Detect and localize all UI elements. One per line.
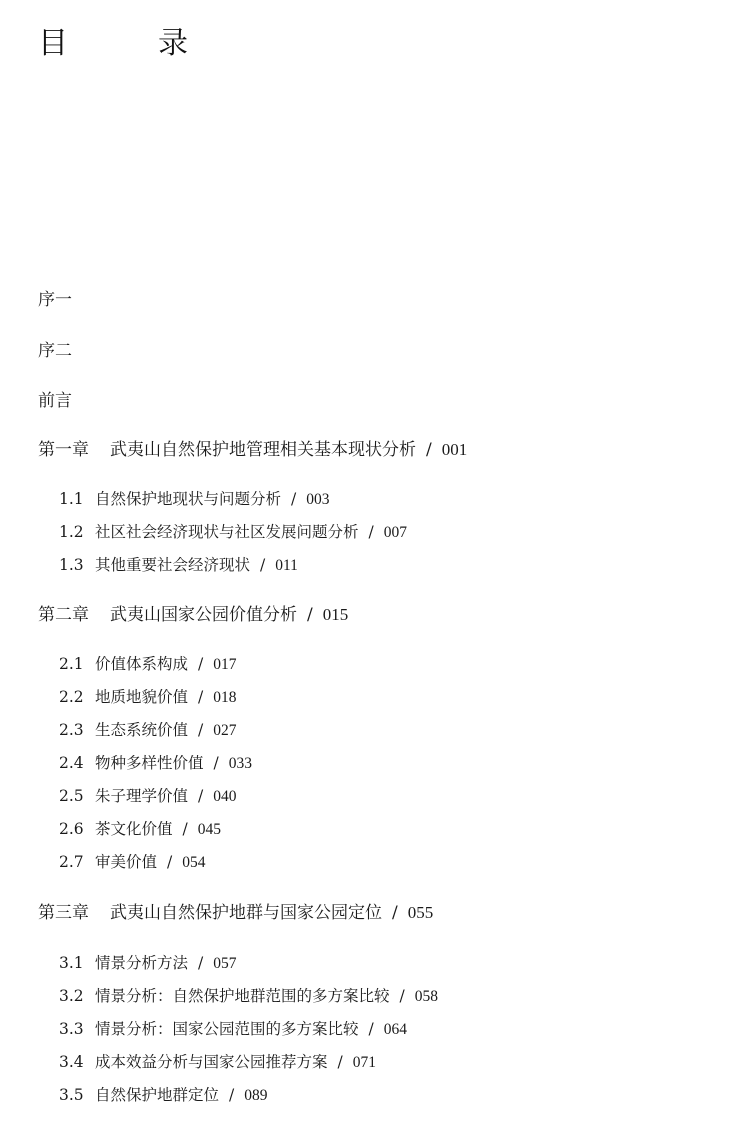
section-number: 2.2 — [59, 688, 84, 706]
section-number: 2.1 — [59, 655, 84, 673]
toc-entry-preface-1[interactable] — [38, 289, 72, 311]
page-separator: / — [182, 820, 188, 838]
toc-section-2-1[interactable] — [59, 653, 237, 676]
page-number: 058 — [414, 988, 438, 1005]
section-title: 情景分析：国家公园范围的多方案比较 — [95, 1020, 359, 1038]
section-number: 2.7 — [59, 853, 84, 871]
toc-section-1-1[interactable] — [59, 488, 330, 511]
section-number: 1.1 — [59, 490, 84, 508]
page-number: 064 — [383, 1021, 407, 1038]
page-separator: / — [399, 987, 405, 1005]
section-title: 自然保护地现状与问题分析 — [95, 490, 282, 508]
toc-chapter-2[interactable] — [38, 604, 348, 626]
page-separator: / — [392, 903, 398, 923]
page-separator: / — [198, 655, 204, 673]
page-number: 015 — [322, 605, 349, 624]
section-number: 3.1 — [59, 954, 84, 972]
chapter-title: 武夷山国家公园价值分析 — [110, 605, 297, 625]
toc-entry-preface-2[interactable] — [38, 340, 72, 362]
toc-section-3-1[interactable] — [59, 952, 237, 975]
section-number: 2.4 — [59, 754, 84, 772]
toc-section-3-3[interactable] — [59, 1018, 407, 1041]
section-title: 地质地貌价值 — [95, 688, 189, 706]
toc-entry-label: 序一 — [38, 290, 72, 310]
section-title: 物种多样性价值 — [95, 754, 204, 772]
section-title: 其他重要社会经济现状 — [95, 556, 251, 574]
section-number: 1.2 — [59, 523, 84, 541]
section-title: 生态系统价值 — [95, 721, 189, 739]
section-title: 茶文化价值 — [95, 820, 173, 838]
page-number: 011 — [275, 557, 298, 574]
section-title: 成本效益分析与国家公园推荐方案 — [95, 1053, 328, 1071]
chapter-number: 第一章 — [38, 440, 89, 460]
page-number: 057 — [213, 955, 237, 972]
toc-chapter-1[interactable] — [38, 439, 467, 461]
chapter-title: 武夷山自然保护地管理相关基本现状分析 — [110, 440, 416, 460]
toc-section-2-7[interactable] — [59, 851, 206, 874]
page-number: 018 — [213, 689, 237, 706]
section-number: 3.4 — [59, 1053, 84, 1071]
section-number: 3.2 — [59, 987, 84, 1005]
page-number: 033 — [228, 755, 252, 772]
toc-entry-label: 序二 — [38, 341, 72, 361]
page-separator: / — [307, 605, 313, 625]
section-title: 情景分析：自然保护地群范围的多方案比较 — [95, 987, 390, 1005]
toc-section-3-5[interactable] — [59, 1084, 268, 1107]
page-separator: / — [260, 556, 266, 574]
page-separator: / — [198, 954, 204, 972]
section-title: 朱子理学价值 — [95, 787, 189, 805]
page-separator: / — [198, 787, 204, 805]
toc-entry-foreword[interactable] — [38, 390, 72, 412]
page-number: 040 — [213, 788, 237, 805]
section-number: 2.6 — [59, 820, 84, 838]
toc-chapter-3[interactable] — [38, 902, 433, 924]
toc-section-2-5[interactable] — [59, 785, 237, 808]
page-number: 003 — [306, 491, 330, 508]
section-number: 2.5 — [59, 787, 84, 805]
page-separator: / — [229, 1086, 235, 1104]
page-separator: / — [167, 853, 173, 871]
page-number: 071 — [352, 1054, 376, 1071]
page-separator: / — [291, 490, 297, 508]
section-title: 社区社会经济现状与社区发展问题分析 — [95, 523, 359, 541]
toc-section-3-4[interactable] — [59, 1051, 376, 1074]
section-title: 情景分析方法 — [95, 954, 189, 972]
page-separator: / — [213, 754, 219, 772]
toc-section-2-3[interactable] — [59, 719, 237, 742]
section-number: 2.3 — [59, 721, 84, 739]
page-number: 055 — [407, 903, 434, 922]
page-separator: / — [368, 1020, 374, 1038]
page-separator: / — [426, 440, 432, 460]
page-separator: / — [198, 721, 204, 739]
section-title: 价值体系构成 — [95, 655, 189, 673]
section-number: 3.3 — [59, 1020, 84, 1038]
page-separator: / — [337, 1053, 343, 1071]
toc-section-2-6[interactable] — [59, 818, 221, 841]
toc-section-3-2[interactable] — [59, 985, 438, 1008]
page-number: 007 — [383, 524, 407, 541]
page-number: 001 — [441, 440, 468, 459]
section-number: 3.5 — [59, 1086, 84, 1104]
page-title: 目 录 — [38, 26, 218, 61]
toc-section-2-2[interactable] — [59, 686, 237, 709]
page-number: 017 — [213, 656, 237, 673]
page-number: 045 — [197, 821, 221, 838]
page-number: 054 — [182, 854, 206, 871]
chapter-number: 第二章 — [38, 605, 89, 625]
toc-entry-label: 前言 — [38, 391, 72, 411]
section-number: 1.3 — [59, 556, 84, 574]
page-separator: / — [368, 523, 374, 541]
chapter-title: 武夷山自然保护地群与国家公园定位 — [110, 903, 382, 923]
page-separator: / — [198, 688, 204, 706]
page-number: 027 — [213, 722, 237, 739]
toc-section-2-4[interactable] — [59, 752, 252, 775]
chapter-number: 第三章 — [38, 903, 89, 923]
toc-section-1-2[interactable] — [59, 521, 407, 544]
section-title: 自然保护地群定位 — [95, 1086, 220, 1104]
page-number: 089 — [244, 1087, 268, 1104]
section-title: 审美价值 — [95, 853, 158, 871]
toc-section-1-3[interactable] — [59, 554, 298, 577]
